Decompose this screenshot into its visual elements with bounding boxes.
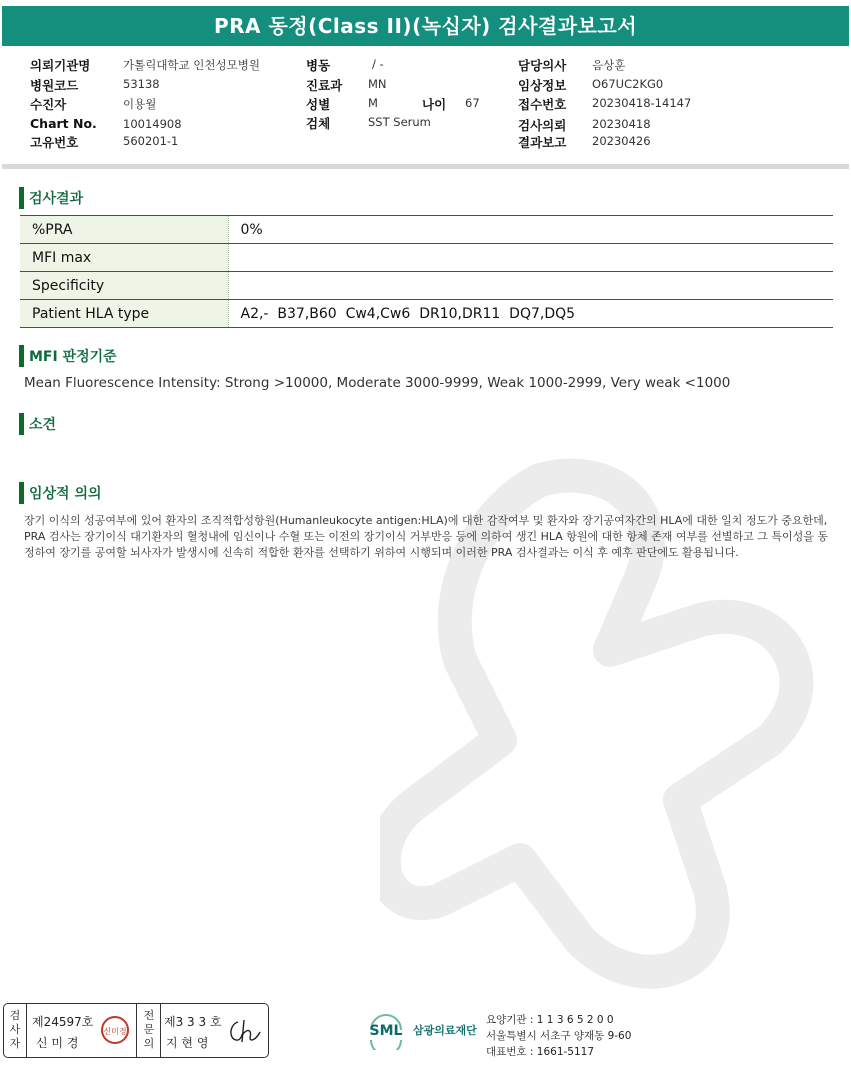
opinion-section-heading [19, 412, 56, 436]
clinical-info-label: 임상정보 [518, 78, 567, 93]
examiner-seal [100, 1015, 130, 1045]
specimen-value: SST Serum [368, 115, 431, 129]
org-name: 삼광의료재단 [413, 1024, 477, 1037]
hla-type-value: A2,- B37,B60 Cw4,Cw6 DR10,DR11 DQ7,DQ5 [240, 305, 576, 322]
clinical-info-value: O67UC2KG0 [592, 77, 664, 91]
unique-label: 고유번호 [30, 135, 79, 150]
section-bar [19, 482, 24, 504]
divider-line [136, 1004, 137, 1057]
mfi-criteria-text: Mean Fluorescence Intensity: Strong >10000, Moderate 3000-9999, Weak 1000-2999, Very weak <1000 [24, 375, 731, 391]
table-row [20, 272, 833, 300]
examiner-label: 검 사 자 [9, 1009, 21, 1050]
divider-line [26, 1004, 27, 1057]
opinion-heading: 소견 [29, 417, 57, 433]
report-date-label: 결과보고 [518, 135, 567, 150]
pra-label: %PRA [20, 216, 228, 244]
unique-value: 560201-1 [123, 134, 179, 148]
receipt-value: 20230418-14147 [592, 96, 692, 110]
age-label: 나이 [422, 97, 447, 112]
institution-label: 의뢰기관명 [30, 58, 91, 73]
dept-label: 진료과 [306, 78, 343, 93]
code-value: 53138 [123, 77, 160, 91]
table-row [20, 216, 833, 244]
table-row [20, 300, 833, 328]
specialist-name: 지 현 영 [166, 1036, 209, 1050]
results-table [20, 215, 833, 328]
receipt-label: 접수번호 [518, 97, 567, 112]
signature-box [3, 1003, 269, 1058]
mfi-heading: MFI 판정기준 [29, 349, 117, 365]
report-title: PRA 동정(Class II)(녹십자) 검사결과보고서 [2, 6, 849, 46]
clinical-significance-text: 장기 이식의 성공여부에 있어 환자의 조직적합성항원(Humanleukocyte antigen:HLA)에 대한 감작여부 및 환자와 장기공여자간의 HLA에 대한 일치 정도가 중요한데, PRA 검사는 장기이식 대기환자의 혈청내에 임신이나 수혈 또는 이전의 장기이식 거부반응 등에 의하여 생긴 HLA 항원에 대한 항체 존재 여부를 선별하고 그 특이성을 동정하여 장기를 공여할 뇌사자가 발생시에 신속히 적합한 환자를 선택하기 위하여 시행되며 이러한 PRA 검사결과는 이식 후 예후 판단에도 활용됩니다. [24, 514, 829, 559]
specificity-label: Specificity [20, 272, 228, 300]
divider-line [160, 1004, 161, 1057]
request-value: 20230418 [592, 117, 651, 131]
examiner-number: 제24597호 [32, 1015, 94, 1029]
hla-type-label: Patient HLA type [20, 300, 228, 328]
table-row [20, 244, 833, 272]
section-bar [19, 345, 24, 367]
specialist-number: 제3 3 3 호 [164, 1015, 222, 1029]
specimen-label: 검체 [306, 116, 331, 131]
dept-value: MN [368, 77, 387, 91]
examiner-seal-text: 신미경 [103, 1027, 127, 1036]
patient-label: 수진자 [30, 97, 67, 112]
header-divider [2, 164, 849, 169]
org-phone: 대표번호 : 1661-5117 [486, 1046, 595, 1058]
age-value: 67 [465, 96, 480, 110]
section-bar [19, 187, 24, 209]
sml-logo-icon [365, 1010, 407, 1050]
clinical-section-heading [19, 481, 102, 505]
institution-value: 가톨릭대학교 인천성모병원 [123, 58, 260, 72]
ward-value: / - [372, 57, 384, 71]
sex-label: 성별 [306, 97, 331, 112]
sml-logo-text: SML [369, 1023, 403, 1039]
mfi-section-heading [19, 344, 117, 368]
code-label: 병원코드 [30, 78, 79, 93]
chart-label: Chart No. [30, 116, 97, 131]
sex-value: M [368, 96, 378, 110]
results-section-heading [19, 186, 83, 210]
patient-info [0, 55, 851, 151]
mfi-max-value [228, 244, 833, 272]
mfi-max-label: MFI max [20, 244, 228, 272]
patient-value: 이용월 [123, 97, 157, 111]
clinical-heading: 임상적 의의 [29, 486, 102, 502]
org-address: 서울특별시 서초구 양재동 9-60 [486, 1030, 632, 1042]
org-code: 요양기관 : 1 1 3 6 5 2 0 0 [486, 1014, 614, 1026]
org-contact [486, 1012, 631, 1060]
results-heading: 검사결과 [29, 191, 84, 207]
doctor-label: 담당의사 [518, 58, 567, 73]
chart-value: 10014908 [123, 117, 182, 131]
doctor-value: 음상훈 [592, 58, 626, 72]
request-label: 검사의뢰 [518, 118, 567, 133]
sml-logo [365, 1010, 477, 1050]
section-bar [19, 413, 24, 435]
examiner-name: 신 미 경 [36, 1036, 79, 1050]
specialist-signature [226, 1016, 264, 1048]
specialist-label: 전 문 의 [143, 1009, 155, 1050]
pra-value: 0% [240, 221, 263, 238]
specificity-value [228, 272, 833, 300]
ward-label: 병동 [306, 58, 331, 73]
report-date-value: 20230426 [592, 134, 651, 148]
